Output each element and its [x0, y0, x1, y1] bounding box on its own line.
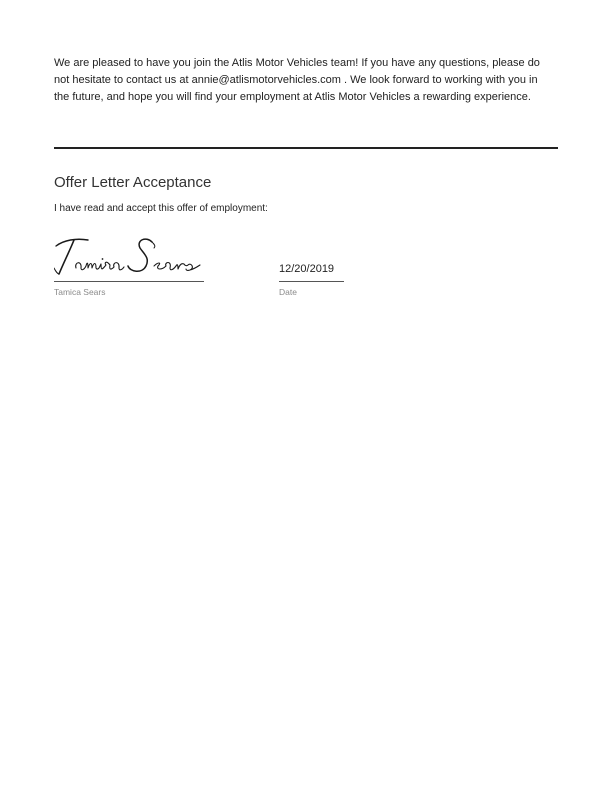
- closing-paragraph: We are pleased to have you join the Atlis Motor Vehicles team! If you have any questions, please do not hesitate to contact us at annie@atlismotorvehicles.com . We look forward to working with you in the future, and hope you will find your employment at Atlis Motor Vehicles a rewarding experience.: [54, 57, 540, 103]
- signature-line: [54, 281, 204, 282]
- handwritten-signature: [54, 232, 206, 278]
- signature-block: [54, 232, 206, 284]
- date-label: Date: [279, 287, 297, 297]
- acceptance-statement: I have read and accept this offer of employment:: [54, 203, 268, 214]
- acceptance-heading: Offer Letter Acceptance: [54, 174, 212, 191]
- section-divider: [54, 147, 558, 149]
- signature-date: 12/20/2019: [279, 263, 335, 275]
- signature-name-label: Tamica Sears: [54, 287, 106, 297]
- date-line: [279, 281, 344, 282]
